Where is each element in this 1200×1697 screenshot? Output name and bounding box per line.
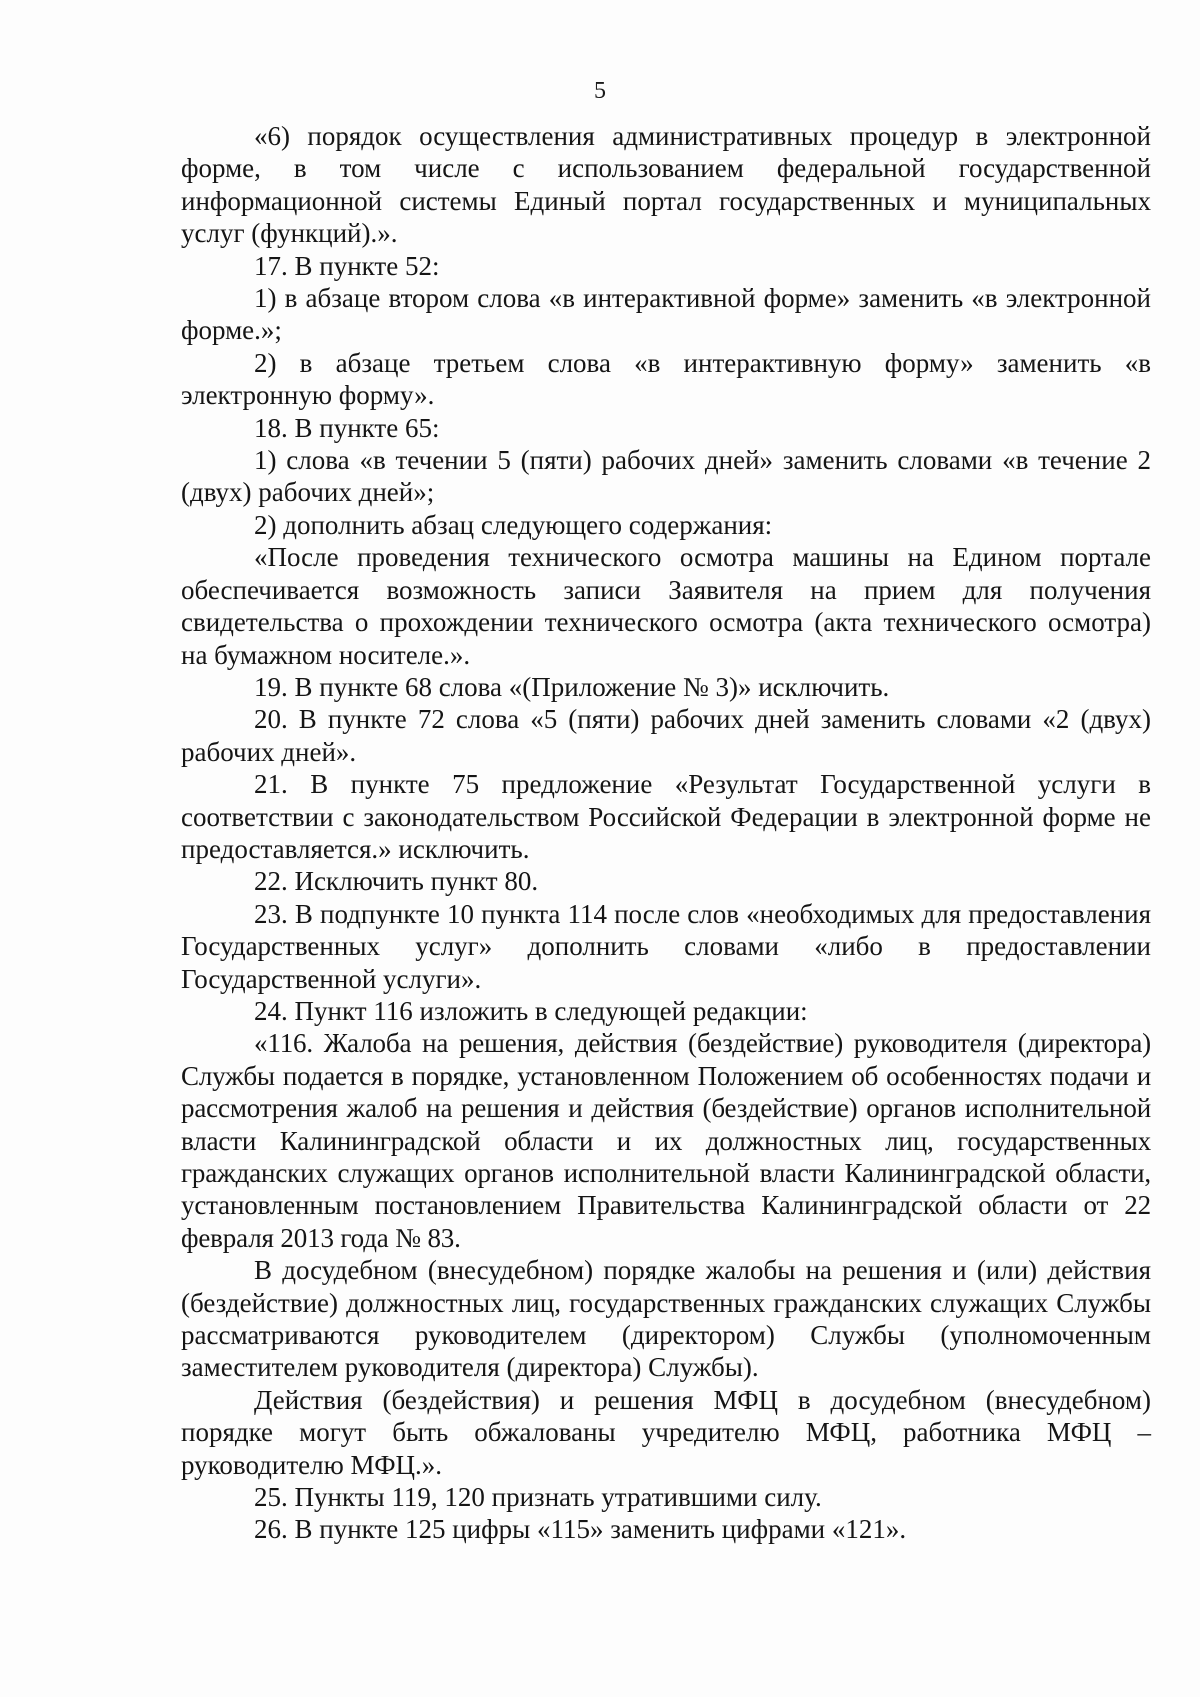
document-body: [181, 120, 1151, 1546]
page-number: 5: [594, 78, 606, 104]
paragraph: «116. Жалоба на решения, действия (бездействие) руководителя (директора) Службы подается в порядке, установленном Положением об особенностях подачи и рассмотрения жалоб на решения и действия (бездействие) органов исполнительной власти Калининградской области и их должностных лиц, государственных гражданских служащих органов исполнительной власти Калининградской области, установленным постановлением Правительства Калининградской области от 22 февраля 2013 года № 83.: [181, 1028, 1151, 1253]
paragraph: 25. Пункты 119, 120 признать утратившими силу.: [254, 1482, 822, 1513]
paragraph: 21. В пункте 75 предложение «Результат Государственной услуги в соответствии с законодательством Российской Федерации в электронной форме не предоставляется.» исключить.: [181, 769, 1151, 864]
paragraph: «После проведения технического осмотра машины на Едином портале обеспечивается возможность записи Заявителя на прием для получения свидетельства о прохождении технического осмотра (акта технического осмотра) на бумажном носителе.».: [181, 542, 1151, 670]
paragraph: 19. В пункте 68 слова «(Приложение № 3)» исключить.: [254, 671, 890, 702]
paragraph: В досудебном (внесудебном) порядке жалобы на решения и (или) действия (бездействие) должностных лиц, государственных гражданских служащих Службы рассматриваются руководителем (директором) Службы (уполномоченным заместителем руководителя (директора) Службы).: [181, 1255, 1151, 1383]
paragraph: «6) порядок осуществления административных процедур в электронной форме, в том числе с использованием федеральной государственной информационной системы Единый портал государственных и муниципальных услуг (функций).».: [181, 121, 1151, 249]
paragraph: 26. В пункте 125 цифры «115» заменить цифрами «121».: [254, 1514, 907, 1545]
paragraph: 22. Исключить пункт 80.: [254, 866, 539, 897]
paragraph: 17. В пункте 52:: [254, 250, 440, 281]
paragraph: 2) дополнить абзац следующего содержания:: [254, 509, 773, 540]
paragraph: 1) в абзаце втором слова «в интерактивной форме» заменить «в электронной форме.»;: [181, 283, 1151, 346]
paragraph: Действия (бездействия) и решения МФЦ в досудебном (внесудебном) порядке могут быть обжалованы учредителю МФЦ, работника МФЦ – руководителю МФЦ.».: [181, 1384, 1151, 1480]
paragraph: 24. Пункт 116 изложить в следующей редакции:: [254, 995, 808, 1026]
paragraph: 2) в абзаце третьем слова «в интерактивную форму» заменить «в электронную форму».: [181, 347, 1151, 411]
paragraph: 1) слова «в течении 5 (пяти) рабочих дней» заменить словами «в течение 2 (двух) рабочих дней»;: [181, 445, 1151, 508]
paragraph: 23. В подпункте 10 пункта 114 после слов «необходимых для предоставления Государственных услуг» дополнить словами «либо в предоставлении Государственной услуги».: [181, 898, 1151, 994]
paragraph: 18. В пункте 65:: [254, 412, 440, 443]
paragraph: 20. В пункте 72 слова «5 (пяти) рабочих дней заменить словами «2 (двух) рабочих дней».: [181, 704, 1151, 767]
